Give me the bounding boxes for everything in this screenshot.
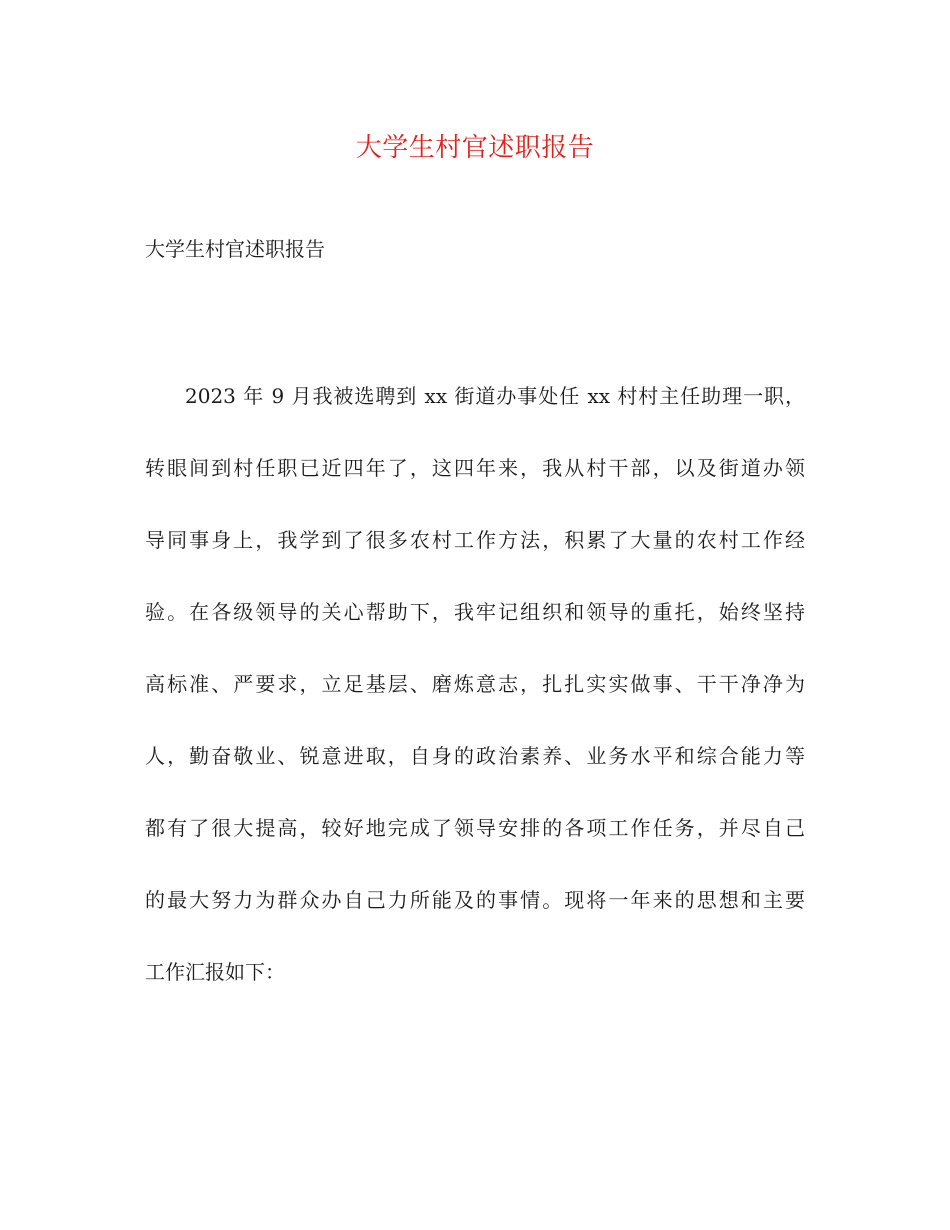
paragraph-line: 高标准、严要求，立足基层、磨炼意志，扎扎实实做事、干干净净为 bbox=[145, 672, 805, 696]
document-title: 大学生村官述职报告 bbox=[355, 133, 595, 163]
paragraph-line: 导同事身上，我学到了很多农村工作方法，积累了大量的农村工作经 bbox=[145, 528, 805, 552]
paragraph-line: 的最大努力为群众办自己力所能及的事情。现将一年来的思想和主要 bbox=[145, 888, 805, 912]
paragraph-line: 转眼间到村任职已近四年了，这四年来，我从村干部，以及街道办领 bbox=[145, 456, 805, 480]
paragraph-line: 验。在各级领导的关心帮助下，我牢记组织和领导的重托，始终坚持 bbox=[145, 600, 805, 624]
paragraph-line: 工作汇报如下： bbox=[145, 960, 285, 984]
paragraph-line: 2023 年 9 月我被选聘到 xx 街道办事处任 xx 村村主任助理一职， bbox=[185, 384, 805, 408]
document-subtitle: 大学生村官述职报告 bbox=[145, 237, 325, 261]
paragraph-line: 都有了很大提高，较好地完成了领导安排的各项工作任务，并尽自己 bbox=[145, 816, 805, 840]
body-paragraph bbox=[145, 380, 805, 1028]
paragraph-line: 人，勤奋敬业、锐意进取，自身的政治素养、业务水平和综合能力等 bbox=[145, 744, 805, 768]
